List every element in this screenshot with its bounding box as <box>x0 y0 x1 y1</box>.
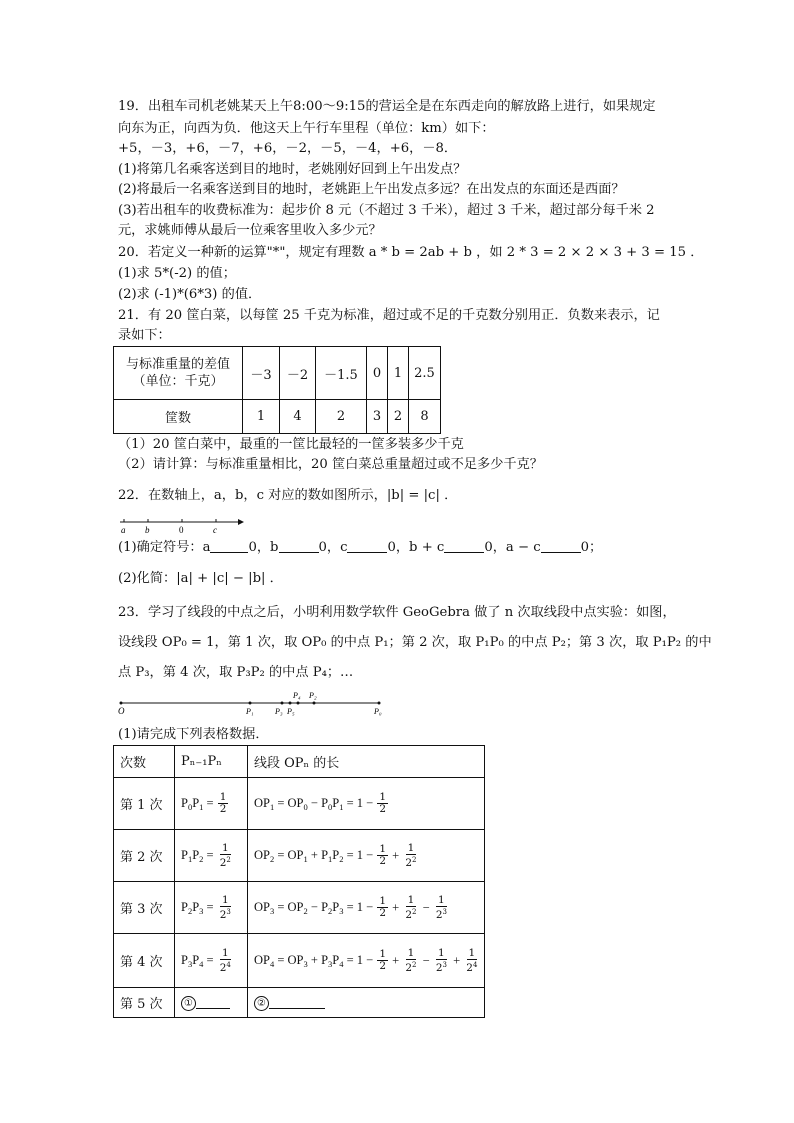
text-span: 0，c <box>318 540 348 555</box>
table-cell: 第 3 次 <box>114 882 175 934</box>
q19-line2: 向东为正，向西为负．他这天上午行车里程（单位：km）如下： <box>118 121 495 136</box>
q23-line3: 点 P₃，第 4 次，取 P₃P₂ 的中点 P₄；… <box>118 665 354 680</box>
q23-task: (1)请完成下列表格数据． <box>118 727 269 742</box>
header-line: 与标准重量的差值 <box>125 357 230 372</box>
q21-weight-table <box>113 346 441 434</box>
table-cell: 2 <box>388 400 409 434</box>
table-cell: 1 <box>243 400 280 434</box>
point-p1 <box>249 702 252 705</box>
circled-one: ① <box>181 996 196 1011</box>
table-cell: 第 1 次 <box>114 778 175 830</box>
label-o: O <box>118 706 125 716</box>
formula-cell: $OP_1 = OP_0 - P_0P_1 = 1$ − $\frac{1}{2}$ <box>248 778 485 830</box>
formula-cell: $P_1P_2$ = $\frac{1}{2^2}$ <box>175 830 248 882</box>
table-row <box>114 830 485 882</box>
answer-blank[interactable] <box>196 995 230 1009</box>
table-cell: －2 <box>280 347 316 400</box>
answer-blank[interactable] <box>444 539 484 553</box>
q19-part2: (2)将最后一名乘客送到目的地时，老姚距上午出发点多远？在出发点的东面还是西面？ <box>118 182 625 197</box>
table-cell: 8 <box>409 400 441 434</box>
table-header-cell: Pₙ₋₁Pₙ <box>175 746 248 778</box>
text-span: 0，b <box>248 540 279 555</box>
circled-two: ② <box>254 996 269 1011</box>
table-header-row <box>114 746 485 778</box>
point-p3 <box>281 702 284 705</box>
point-p4 <box>297 702 300 705</box>
q23-midpoint-table <box>113 745 485 1018</box>
text-span: 0，b + c <box>387 540 445 555</box>
q20-stem: 20．若定义一种新的运算"*"，规定有理数 a * b = 2ab + b ，如 2 * 3 = 2 × 2 × 3 + 3 = 15 ． <box>118 245 704 260</box>
header-line: （单位：千克） <box>132 374 224 389</box>
table-cell: －1.5 <box>316 347 367 400</box>
q19-mileage: +5，－3，+6，－7，+6，－2，－5，－4，+6，－8． <box>118 141 458 156</box>
answer-blank[interactable] <box>347 539 387 553</box>
q21-part2: （2）请计算：与标准重量相比，20 筐白菜总重量超过或不足多少千克？ <box>118 457 543 472</box>
table-cell: 1 <box>388 347 409 400</box>
point-p5 <box>289 702 292 705</box>
formula-cell: $P_3P_4$ = $\frac{1}{2^4}$ <box>175 934 248 988</box>
table-row <box>114 347 441 400</box>
q20-part2: (2)求 (-1)*(6*3) 的值． <box>118 287 262 302</box>
q20-part1: (1)求 5*(-2) 的值； <box>118 266 236 281</box>
q22-number-line <box>118 512 248 536</box>
point-o <box>120 702 123 705</box>
q22-part1 <box>118 539 602 557</box>
text-span: (1)确定符号：a <box>118 540 211 555</box>
table-cell: 第 5 次 <box>114 988 175 1018</box>
label-p4: P₄ <box>293 691 301 700</box>
label-a: a <box>121 525 126 535</box>
axis-arrow <box>238 519 244 525</box>
formula-cell: $P_0P_1$ = $\frac{1}{2}$ <box>175 778 248 830</box>
label-c: c <box>213 525 217 535</box>
answer-cell-1 <box>175 988 248 1018</box>
q21-line1: 21．有 20 筐白菜，以每筐 25 千克为标准，超过或不足的千克数分别用正．负数来表示，记 <box>118 308 660 323</box>
formula-cell: $OP_2 = OP_1 + P_1P_2 = 1$ − $\frac{1}{2}$ + $\frac{1}{2^2}$ <box>248 830 485 882</box>
label-b: b <box>145 525 150 535</box>
table-row <box>114 778 485 830</box>
formula-cell: $P_2P_3$ = $\frac{1}{2^3}$ <box>175 882 248 934</box>
answer-blank[interactable] <box>279 539 319 553</box>
label-p0: P₀ <box>374 707 382 716</box>
table-cell: 第 2 次 <box>114 830 175 882</box>
table-row <box>114 400 441 434</box>
point-p0 <box>378 702 381 705</box>
label-p2: P₂ <box>309 691 317 700</box>
table-row <box>114 988 485 1018</box>
q22-part2: (2)化简：|a| + |c| − |b| ． <box>118 571 283 586</box>
point-p2 <box>313 702 316 705</box>
table-cell: 3 <box>367 400 388 434</box>
table-cell: 2 <box>316 400 367 434</box>
q21-part1: （1）20 筐白菜中，最重的一筐比最轻的一筐多装多少千克 <box>118 437 464 452</box>
q23-line2: 设线段 OP₀ = 1，第 1 次，取 OP₀ 的中点 P₁；第 2 次，取 P₁P₀ 的中点 P₂；第 3 次，取 P₁P₂ 的中 <box>118 635 712 650</box>
q19-part3b: 元，求姚师傅从最后一位乘客里收入多少元？ <box>118 223 382 238</box>
answer-blank[interactable] <box>269 995 325 1009</box>
table-cell: 4 <box>280 400 316 434</box>
formula-cell: $OP_3 = OP_2 - P_2P_3 = 1$ − $\frac{1}{2}$ + $\frac{1}{2^2}$ − $\frac{1}{2^3}$ <box>248 882 485 934</box>
table-cell: 0 <box>367 347 388 400</box>
table-header-cell: 次数 <box>114 746 175 778</box>
table-cell: 2.5 <box>409 347 441 400</box>
table-header-cell: 筐数 <box>114 400 243 434</box>
q23-line1: 23．学习了线段的中点之后，小明利用数学软件 GeoGebra 做了 n 次取线段中点实验：如图， <box>118 605 676 620</box>
label-p1: P₁ <box>246 707 254 716</box>
label-p5: P₅ <box>287 707 295 716</box>
table-row <box>114 934 485 988</box>
table-cell: 第 4 次 <box>114 934 175 988</box>
q19-part3a: (3)若出租车的收费标准为：起步价 8 元（不超过 3 千米），超过 3 千米，超过部分每千米 2 <box>118 203 655 218</box>
q23-midpoint-figure <box>116 688 396 718</box>
answer-cell-2 <box>248 988 485 1018</box>
q19-part1: (1)将第几名乘客送到目的地时，老姚刚好回到上午出发点？ <box>118 162 467 177</box>
answer-blank[interactable] <box>541 539 581 553</box>
table-header-cell: 线段 OPₙ 的长 <box>248 746 485 778</box>
table-cell: －3 <box>243 347 280 400</box>
table-header-cell <box>114 347 243 400</box>
table-row <box>114 882 485 934</box>
text-span: 0，a − c <box>484 540 541 555</box>
answer-blank[interactable] <box>210 539 248 553</box>
q21-line2: 录如下： <box>118 328 171 343</box>
q22-stem: 22．在数轴上，a，b，c 对应的数如图所示，|b| = |c| ． <box>118 488 458 503</box>
q19-line1: 19．出租车司机老姚某天上午8:00～9:15的营运全是在东西走向的解放路上进行，如果规定 <box>118 99 656 114</box>
formula-cell: $OP_4 = OP_3 + P_3P_4 = 1$ − $\frac{1}{2}$ + $\frac{1}{2^2}$ − $\frac{1}{2^3}$ + $\frac{1}{2^4}$ <box>248 934 485 988</box>
label-p3: P₃ <box>275 707 283 716</box>
text-span: 0； <box>580 540 603 555</box>
label-0: 0 <box>179 525 184 535</box>
